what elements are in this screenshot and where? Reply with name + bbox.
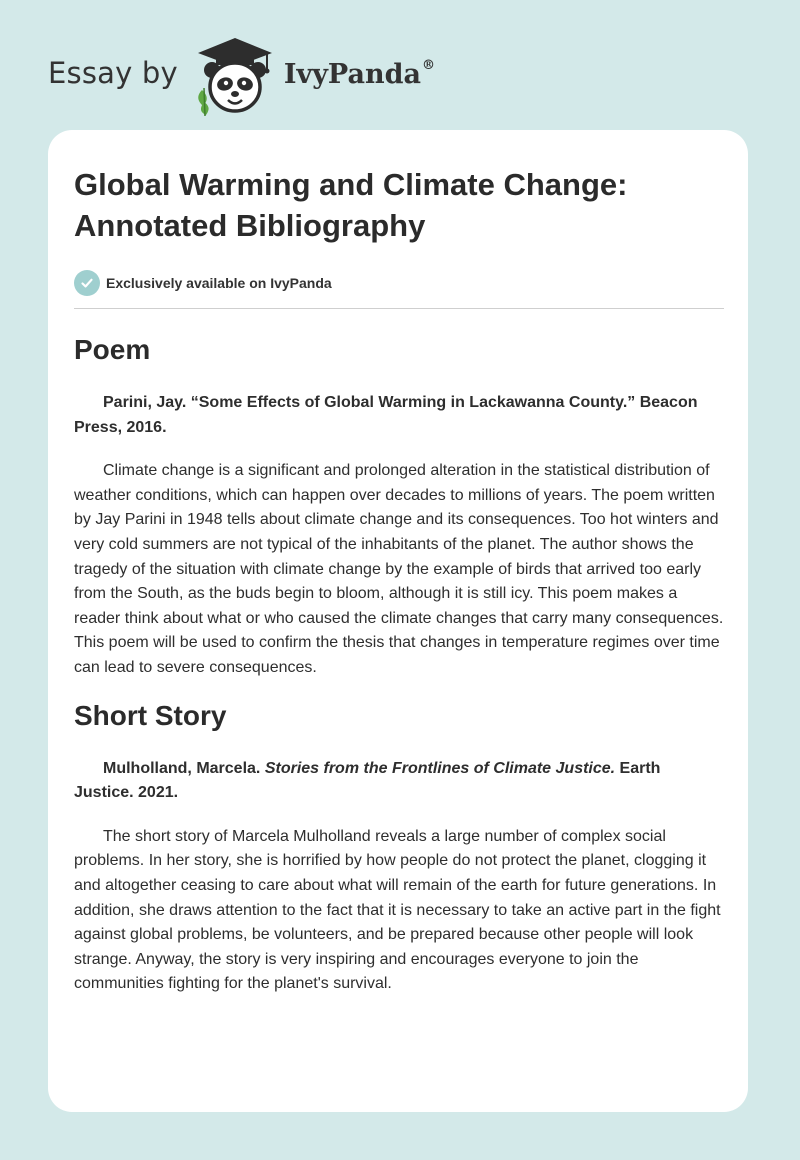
title-line-2: Annotated Bibliography [74,208,426,243]
citation-work-title: Stories from the Frontlines of Climate Justice. [264,759,616,777]
brand-name[interactable]: IvyPanda® [283,57,435,90]
citation-poem: Parini, Jay. “Some Effects of Global Warming in Lackawanna County.” Beacon Press, 2016. [74,394,698,436]
paragraph-poem: Climate change is a significant and prolonged alteration in the statistical distribution of weather conditions, which can happen over decades to millions of years. The poem written by Jay Parini in 1948 tells about climate change and its consequences. Too hot winters and very cold summers are not typical of the inhabitants of the planet. The author shows the tragedy of the situation with climate change by the example of birds that arrived too early from the South, as the buds begin to bloom, although it is still icy. This poem makes a reader think about what or who caused the climate changes that carry many consequences. This poem will be used to confirm the thesis that changes in temperature regimes over time can lead to severe consequences. [74,462,724,676]
page-title [74,164,724,246]
citation-author: Mulholland, Marcela. [103,759,265,777]
check-badge-icon [74,270,100,296]
registered-mark: ® [421,57,435,73]
section-heading-short-story: Short Story [74,699,227,731]
title-line-1: Global Warming and Climate Change: [74,167,628,202]
paragraph-short-story: The short story of Marcela Mulholland reveals a large number of complex social problems. In her story, she is horrified by how people do not protect the planet, clogging it and altogether ceasing to care about what will remain of the earth for future generations. In addition, she draws attention to the fact that it is necessary to take an active part in the fight against global problems, be volunteers, and be prepared because other people will look strange. Anyway, the story is very inspiring and encourages everyone to join the communities fighting for the planet's survival. [74,827,721,993]
citation-publisher: Earth Justice. 2021. [74,759,661,802]
exclusive-label: Exclusively available on IvyPanda [106,275,332,291]
site-header [48,36,435,116]
divider [74,308,724,309]
panda-graduation-cap-icon[interactable] [192,36,278,116]
section-heading-poem: Poem [74,334,151,365]
article-content [74,164,724,997]
exclusive-badge [74,270,724,296]
citation-short-story [74,757,724,806]
essay-by-label: Essay by [48,56,178,90]
article-card [48,130,748,1112]
